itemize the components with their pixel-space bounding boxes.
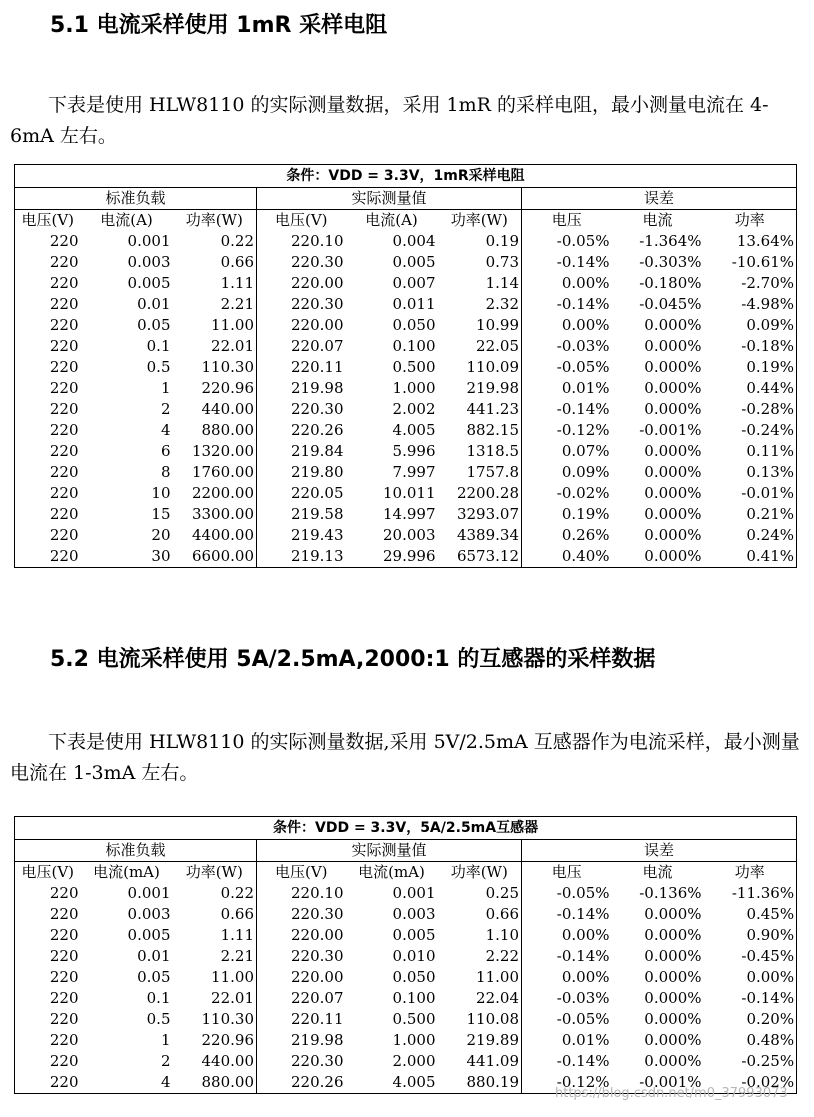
table-cell: -0.01% (741, 484, 795, 502)
table-cell: 0.004 (392, 232, 436, 250)
table-cell: -0.05% (556, 884, 610, 902)
table-cell: 0.500 (392, 1010, 436, 1028)
table-cell: -0.24% (741, 421, 795, 439)
table-cell: 4.005 (392, 1073, 436, 1091)
table-cell: 0.000% (644, 547, 702, 565)
column-header: 电压(V) (21, 863, 75, 881)
table-cell: 220.10 (291, 232, 344, 250)
table-cell: 220 (49, 358, 79, 376)
table-cell: 0.45% (746, 905, 795, 923)
table-cell: 0.11% (746, 442, 795, 460)
table-cell: 0.100 (392, 337, 436, 355)
table-cell: 0.09% (746, 316, 795, 334)
table-cell: 0.44% (746, 379, 795, 397)
table-cell: 0.000% (644, 1052, 702, 1070)
table-cell: 0.000% (644, 337, 702, 355)
table-cell: 4 (160, 421, 171, 439)
table-row (15, 315, 797, 336)
table-cell: 110.08 (438, 1009, 522, 1030)
table-cell: 13.64% (736, 232, 795, 250)
table-cell: 0.19% (561, 505, 610, 523)
table-cell: 0.00% (561, 968, 610, 986)
table-cell: 0.01 (137, 295, 171, 313)
group-header: 实际测量值 (257, 840, 522, 862)
table-cell: 220.30 (291, 400, 344, 418)
table-row (15, 546, 797, 568)
table-cell: 0.13% (746, 463, 795, 481)
table-row (15, 273, 797, 294)
table-cell: 0.26% (561, 526, 610, 544)
table-cell: 1.000 (392, 1031, 436, 1049)
table-cell: 0.00% (746, 968, 795, 986)
table-cell: -0.03% (556, 989, 610, 1007)
table-row (15, 441, 797, 462)
table-cell: 0.01% (561, 1031, 610, 1049)
table-cell: 220 (49, 947, 79, 965)
section-2-heading: 5.2 电流采样使用 5A/2.5mA,2000:1 的互感器的采样数据 (50, 647, 656, 672)
table-cell: 220 (49, 505, 79, 523)
table-cell: 220.30 (291, 253, 344, 271)
table-cell: 0.003 (127, 253, 171, 271)
table-cell: 220.11 (291, 358, 344, 376)
table-cell: 0.01 (137, 947, 171, 965)
table-cell: 1.14 (438, 273, 522, 294)
table-cell: 3293.07 (438, 504, 522, 525)
table-cell: 219.58 (291, 505, 344, 523)
table-cell: 0.66 (173, 252, 257, 273)
column-header: 电流(A) (100, 211, 153, 229)
table-cell: -0.136% (639, 884, 702, 902)
table-cell: 220 (49, 547, 79, 565)
table-cell: 440.00 (173, 399, 257, 420)
table-cell: 220 (49, 337, 79, 355)
table-row (15, 1009, 797, 1030)
table-cell: 220 (49, 526, 79, 544)
table-cell: 20 (151, 526, 171, 544)
table-cell: 0.050 (392, 316, 436, 334)
table-cell: 440.00 (173, 1051, 257, 1072)
table-cell: 0.5 (146, 1010, 171, 1028)
table-cell: 1757.8 (438, 462, 522, 483)
table-cell: 110.30 (173, 1009, 257, 1030)
table-cell: 220 (49, 926, 79, 944)
table-cell: 220.00 (291, 968, 344, 986)
table-cell: 220.96 (173, 1030, 257, 1051)
table-cell: 4400.00 (173, 525, 257, 546)
table-cell: -0.001% (639, 421, 702, 439)
table-cell: 2.32 (438, 294, 522, 315)
table-cell: 0.001 (127, 884, 171, 902)
table-row (15, 883, 797, 904)
table-cell: 220.05 (291, 484, 344, 502)
table-cell: -0.14% (556, 253, 610, 271)
table-row (15, 378, 797, 399)
section-1-paragraph: 下表是使用 HLW8110 的实际测量数据，采用 1mR 的采样电阻，最小测量电流在 4-6mA 左右。 (10, 94, 769, 147)
table-cell: 0.005 (127, 926, 171, 944)
table-cell: -0.180% (639, 274, 702, 292)
table-cell: 2 (160, 400, 171, 418)
table-cell: 0.000% (644, 442, 702, 460)
table-condition-row (15, 165, 797, 188)
table-cell: 2.22 (438, 946, 522, 967)
table-cell: 220.96 (173, 378, 257, 399)
section-2-paragraph: 下表是使用 HLW8110 的实际测量数据,采用 5V/2.5mA 互感器作为电流采样，最小测量电流在 1-3mA 左右。 (10, 731, 800, 784)
table-cell: 220 (49, 253, 79, 271)
table-cell: 20.003 (383, 526, 436, 544)
table-row (15, 988, 797, 1009)
table-cell: 22.01 (173, 336, 257, 357)
table-cell: 0.000% (644, 526, 702, 544)
table-cell: 1 (160, 379, 171, 397)
table-cell: 0.010 (392, 947, 436, 965)
table-row (15, 231, 797, 252)
table-cell: 0.100 (392, 989, 436, 1007)
table-cell: 220.26 (291, 1073, 344, 1091)
table-cell: 0.000% (644, 379, 702, 397)
table-cell: 220 (49, 1031, 79, 1049)
table-cell: 219.89 (438, 1030, 522, 1051)
table-row (15, 904, 797, 925)
table-cell: 220 (49, 379, 79, 397)
table-cell: 2200.28 (438, 483, 522, 504)
table-cell: 2200.00 (173, 483, 257, 504)
table-condition: 条件：VDD = 3.3V，1mR采样电阻 (15, 165, 797, 188)
table-cell: 1.11 (173, 925, 257, 946)
column-header: 电流 (642, 863, 673, 881)
table-cell: 880.00 (173, 420, 257, 441)
table-cell: 0.000% (644, 1010, 702, 1028)
table-cell: 220.07 (291, 337, 344, 355)
table-cell: 0.000% (644, 989, 702, 1007)
table-cell: 10 (151, 484, 171, 502)
table-cell: 6 (160, 442, 171, 460)
table-cell: 0.000% (644, 947, 702, 965)
table-cell: 4 (160, 1073, 171, 1091)
table-cell: 15 (151, 505, 171, 523)
table-cell: 2.21 (173, 946, 257, 967)
table-cell: 110.09 (438, 357, 522, 378)
table-cell: 0.66 (438, 904, 522, 925)
table-cell: 0.500 (392, 358, 436, 376)
column-header: 电流(mA) (93, 863, 160, 881)
table-cell: -0.001% (639, 1073, 702, 1091)
table-cell: -0.05% (556, 232, 610, 250)
table-cell: 2 (160, 1052, 171, 1070)
column-header: 功率(W) (438, 210, 522, 232)
table-cell: 0.24% (746, 526, 795, 544)
table-cell: 0.25 (438, 883, 522, 904)
table-cell: 29.996 (383, 547, 436, 565)
table-cell: -0.12% (556, 421, 610, 439)
table-cell: -1.364% (639, 232, 702, 250)
group-header: 误差 (522, 188, 797, 210)
column-header: 功率(W) (438, 862, 522, 884)
table-cell: 4.005 (392, 421, 436, 439)
table-cell: 0.000% (644, 905, 702, 923)
table-cell: -0.14% (556, 947, 610, 965)
column-header: 电压(V) (21, 211, 75, 229)
measurement-table-transformer (14, 816, 797, 1094)
table-cell: -10.61% (731, 253, 795, 271)
table-cell: 0.000% (644, 463, 702, 481)
table-row (15, 336, 797, 357)
group-header: 误差 (522, 840, 797, 862)
table-group-header-row (15, 188, 797, 210)
table-cell: 0.21% (746, 505, 795, 523)
table-cell: 0.001 (392, 884, 436, 902)
table-cell: 0.90% (746, 926, 795, 944)
table-cell: 220 (49, 274, 79, 292)
table-row (15, 1051, 797, 1072)
table-cell: 220.00 (291, 274, 344, 292)
table-cell: 2.000 (392, 1052, 436, 1070)
table-cell: 0.005 (392, 253, 436, 271)
table-cell: 220 (49, 1073, 79, 1091)
table-cell: 220.30 (291, 295, 344, 313)
table-row (15, 399, 797, 420)
table-cell: 8 (160, 463, 171, 481)
table-cell: 0.66 (173, 904, 257, 925)
table-cell: 220 (49, 463, 79, 481)
table-cell: 0.5 (146, 358, 171, 376)
table-cell: 220.10 (291, 884, 344, 902)
table-cell: 0.01% (561, 379, 610, 397)
table-cell: -0.14% (556, 400, 610, 418)
table-cell: 0.007 (392, 274, 436, 292)
table-cell: 220 (49, 232, 79, 250)
table-cell: -0.02% (741, 1073, 795, 1091)
table-cell: 7.997 (392, 463, 436, 481)
watermark: https://blog.csdn.net/m0_37993073 (555, 1086, 788, 1101)
table-cell: 10.99 (438, 315, 522, 336)
column-header: 电压 (551, 863, 582, 881)
column-header: 电流 (642, 211, 673, 229)
table-cell: 219.80 (291, 463, 344, 481)
table-row (15, 420, 797, 441)
table-cell: 0.001 (127, 232, 171, 250)
table-cell: 441.09 (438, 1051, 522, 1072)
table-cell: 0.73 (438, 252, 522, 273)
table-cell: 220 (49, 400, 79, 418)
table-cell: 0.005 (127, 274, 171, 292)
column-header: 功率(W) (173, 862, 257, 884)
table-cell: 0.000% (644, 505, 702, 523)
table-cell: 219.98 (291, 1031, 344, 1049)
table-cell: 1.10 (438, 925, 522, 946)
table-cell: -0.14% (741, 989, 795, 1007)
table-cell: -0.14% (556, 1052, 610, 1070)
table-cell: 220 (49, 1052, 79, 1070)
table-cell: 219.13 (291, 547, 344, 565)
table-cell: 3300.00 (173, 504, 257, 525)
table-cell: 220.30 (291, 905, 344, 923)
group-header: 标准负载 (15, 188, 257, 210)
table-row (15, 525, 797, 546)
table-cell: 0.40% (561, 547, 610, 565)
table-cell: 0.19 (438, 231, 522, 252)
table-row (15, 462, 797, 483)
table-cell: 220 (49, 442, 79, 460)
section-1-heading: 5.1 电流采样使用 1mR 采样电阻 (50, 13, 388, 38)
table-cell: 220.30 (291, 1052, 344, 1070)
table-cell: 220 (49, 905, 79, 923)
table-cell: 0.1 (146, 337, 171, 355)
table-cell: 880.00 (173, 1072, 257, 1094)
table-cell: 0.005 (392, 926, 436, 944)
table-cell: -0.03% (556, 337, 610, 355)
table-cell: 220 (49, 968, 79, 986)
table-cell: 220.11 (291, 1010, 344, 1028)
table-cell: 220.00 (291, 316, 344, 334)
table-cell: -0.28% (741, 400, 795, 418)
table-cell: 0.003 (127, 905, 171, 923)
table-row (15, 483, 797, 504)
column-header: 电流(mA) (358, 863, 425, 881)
table-cell: -2.70% (741, 274, 795, 292)
table-cell: 219.84 (291, 442, 344, 460)
column-header: 电流(A) (365, 211, 418, 229)
table-cell: -0.18% (741, 337, 795, 355)
table-cell: 2.002 (392, 400, 436, 418)
column-header: 功率(W) (173, 210, 257, 232)
table-cell: 1 (160, 1031, 171, 1049)
table-row (15, 967, 797, 988)
table-cell: 220 (49, 295, 79, 313)
table-cell: 0.22 (173, 883, 257, 904)
table-cell: 1.000 (392, 379, 436, 397)
table-cell: 30 (151, 547, 171, 565)
column-header: 电压 (551, 211, 582, 229)
column-header: 功率 (734, 863, 765, 881)
table-cell: 2.21 (173, 294, 257, 315)
table-cell: 0.48% (746, 1031, 795, 1049)
table-column-header-row (15, 862, 797, 884)
table-cell: 0.003 (392, 905, 436, 923)
table-cell: 6573.12 (438, 546, 522, 568)
table-cell: 220 (49, 989, 79, 1007)
table-cell: 0.000% (644, 316, 702, 334)
measurement-table-1mR (14, 164, 797, 568)
table-cell: 1318.5 (438, 441, 522, 462)
table-cell: -0.14% (556, 295, 610, 313)
table-cell: 0.19% (746, 358, 795, 376)
table-cell: 441.23 (438, 399, 522, 420)
column-header: 电压(V) (274, 211, 328, 229)
table-cell: 110.30 (173, 357, 257, 378)
table-cell: 1.11 (173, 273, 257, 294)
table-cell: 882.15 (438, 420, 522, 441)
table-cell: 219.43 (291, 526, 344, 544)
table-cell: -4.98% (741, 295, 795, 313)
table-cell: 0.00% (561, 316, 610, 334)
table-cell: 0.22 (173, 231, 257, 252)
table-cell: 0.000% (644, 358, 702, 376)
table-row (15, 946, 797, 967)
table-cell: -0.45% (741, 947, 795, 965)
table-cell: 220.30 (291, 947, 344, 965)
table-cell: 22.05 (438, 336, 522, 357)
table-cell: 0.050 (392, 968, 436, 986)
table-cell: 14.997 (383, 505, 436, 523)
table-cell: -0.14% (556, 905, 610, 923)
table-cell: -0.05% (556, 358, 610, 376)
table-condition: 条件：VDD = 3.3V，5A/2.5mA互感器 (15, 817, 797, 840)
table-cell: -11.36% (731, 884, 795, 902)
table-cell: -0.25% (741, 1052, 795, 1070)
table-condition-row (15, 817, 797, 840)
table-row (15, 294, 797, 315)
table-cell: 1320.00 (173, 441, 257, 462)
table-cell: 0.20% (746, 1010, 795, 1028)
table-row (15, 1030, 797, 1051)
table-cell: 0.000% (644, 1031, 702, 1049)
table-cell: 220 (49, 1010, 79, 1028)
table-cell: -0.12% (556, 1073, 610, 1091)
table-cell: -0.303% (639, 253, 702, 271)
column-header: 功率 (734, 211, 765, 229)
table-cell: 0.09% (561, 463, 610, 481)
table-cell: 5.996 (392, 442, 436, 460)
table-cell: 220.26 (291, 421, 344, 439)
table-cell: 10.011 (383, 484, 436, 502)
table-cell: -0.02% (556, 484, 610, 502)
group-header: 实际测量值 (257, 188, 522, 210)
table-cell: 11.00 (173, 315, 257, 336)
table-cell: 220 (49, 421, 79, 439)
table-cell: 0.41% (746, 547, 795, 565)
table-row (15, 925, 797, 946)
table-cell: -0.045% (639, 295, 702, 313)
table-row (15, 252, 797, 273)
table-cell: 1760.00 (173, 462, 257, 483)
table-cell: 4389.34 (438, 525, 522, 546)
table-cell: 0.00% (561, 274, 610, 292)
table-cell: 220.00 (291, 926, 344, 944)
table-cell: 0.000% (644, 400, 702, 418)
table-row (15, 504, 797, 525)
table-column-header-row (15, 210, 797, 232)
table-cell: 220 (49, 484, 79, 502)
table-cell: 220.07 (291, 989, 344, 1007)
table-group-header-row (15, 840, 797, 862)
table-cell: 22.04 (438, 988, 522, 1009)
table-cell: 0.000% (644, 484, 702, 502)
table-cell: 11.00 (438, 967, 522, 988)
table-cell: 219.98 (291, 379, 344, 397)
table-cell: 22.01 (173, 988, 257, 1009)
group-header: 标准负载 (15, 840, 257, 862)
table-cell: 0.07% (561, 442, 610, 460)
table-cell: 6600.00 (173, 546, 257, 568)
table-cell: 0.05 (137, 968, 171, 986)
table-cell: 219.98 (438, 378, 522, 399)
table-cell: 0.1 (146, 989, 171, 1007)
table-cell: 220 (49, 884, 79, 902)
table-cell: 220 (49, 316, 79, 334)
table-cell: 0.000% (644, 926, 702, 944)
column-header: 电压(V) (274, 863, 328, 881)
table-cell: 880.19 (438, 1072, 522, 1094)
table-row (15, 357, 797, 378)
table-cell: 0.05 (137, 316, 171, 334)
table-cell: -0.05% (556, 1010, 610, 1028)
table-cell: 0.00% (561, 926, 610, 944)
table-cell: 0.000% (644, 968, 702, 986)
table-cell: 0.011 (392, 295, 436, 313)
table-cell: 11.00 (173, 967, 257, 988)
